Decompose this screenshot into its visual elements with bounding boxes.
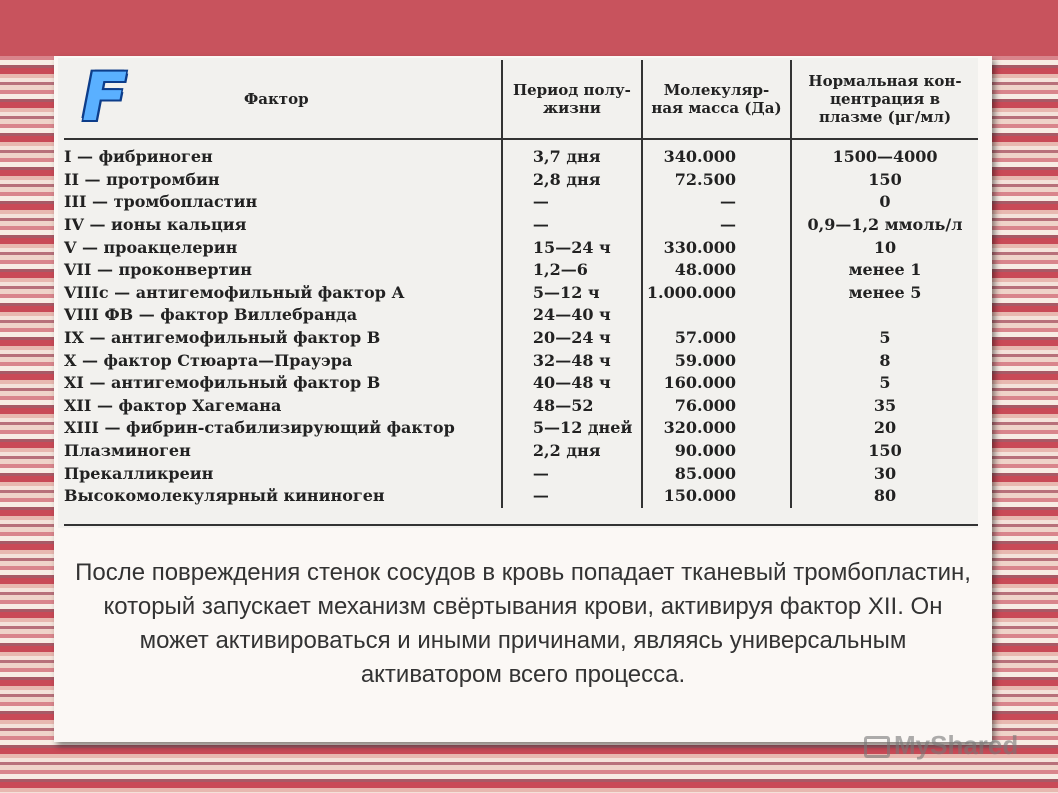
table-header-row (64, 60, 978, 139)
cell-normal-concentration: 0 (791, 191, 978, 214)
cell-molecular-mass: 85.000 (642, 462, 791, 485)
table-row (64, 372, 978, 395)
cell-half-life: 32—48 ч (502, 349, 642, 372)
cell-molecular-mass: 59.000 (642, 349, 791, 372)
table-row (64, 139, 978, 169)
cell-half-life: 2,8 дня (502, 169, 642, 192)
cell-half-life: 15—24 ч (502, 236, 642, 259)
table-row (64, 440, 978, 463)
cell-molecular-mass (642, 304, 791, 327)
table-row (64, 327, 978, 350)
presentation-icon (864, 736, 890, 758)
cell-molecular-mass: 57.000 (642, 327, 791, 350)
cell-factor-name: II — протромбин (64, 169, 220, 189)
header-half-life: Период полу- жизни (502, 60, 642, 139)
slide (54, 56, 992, 742)
table-area (58, 58, 978, 528)
cell-normal-concentration: 20 (791, 417, 978, 440)
cell-normal-concentration: 30 (791, 462, 978, 485)
cell-half-life: — (502, 214, 642, 237)
cell-factor-name: XIII — фибрин-стабилизирующий фактор (64, 418, 455, 438)
cell-half-life: 20—24 ч (502, 327, 642, 350)
cell-normal-concentration: 150 (791, 440, 978, 463)
cell-half-life: 24—40 ч (502, 304, 642, 327)
cell-factor-name: III — тромбопластин (64, 192, 258, 212)
table-bottom-rule (64, 524, 978, 526)
table-row (64, 282, 978, 305)
table-row (64, 259, 978, 282)
coagulation-factors-table (64, 60, 978, 508)
cell-factor-name: IX — антигемофильный фактор В (64, 328, 381, 348)
f-logo-icon: F (82, 59, 128, 136)
cell-factor-name: VIII ФВ — фактор Виллебранда (64, 305, 358, 325)
table-row (64, 395, 978, 418)
cell-half-life: 2,2 дня (502, 440, 642, 463)
cell-normal-concentration: 10 (791, 236, 978, 259)
table-row (64, 462, 978, 485)
cell-molecular-mass: 76.000 (642, 395, 791, 418)
cell-molecular-mass: — (642, 214, 791, 237)
table-row (64, 304, 978, 327)
cell-molecular-mass: 72.500 (642, 169, 791, 192)
header-normal-concentration: Нормальная кон- центрация в плазме (μг/мл) (791, 60, 978, 139)
cell-half-life: — (502, 485, 642, 508)
cell-factor-name: Прекалликреин (64, 463, 214, 483)
cell-normal-concentration: 150 (791, 169, 978, 192)
cell-normal-concentration: 5 (791, 327, 978, 350)
table-row (64, 191, 978, 214)
cell-half-life: — (502, 462, 642, 485)
cell-normal-concentration: 80 (791, 485, 978, 508)
table-row (64, 236, 978, 259)
cell-factor-name: V — проакцелерин (64, 237, 238, 257)
cell-normal-concentration: 0,9—1,2 ммоль/л (791, 214, 978, 237)
cell-half-life: — (502, 191, 642, 214)
cell-normal-concentration: 8 (791, 349, 978, 372)
cell-half-life: 48—52 (502, 395, 642, 418)
top-band (0, 0, 1058, 56)
watermark (864, 730, 1018, 761)
cell-normal-concentration (791, 304, 978, 327)
cell-normal-concentration: 1500—4000 (791, 139, 978, 169)
cell-molecular-mass: 330.000 (642, 236, 791, 259)
cell-molecular-mass: 1.000.000 (642, 282, 791, 305)
header-factor: Фактор (64, 60, 502, 139)
cell-factor-name: X — фактор Стюарта—Прауэра (64, 350, 353, 370)
cell-molecular-mass: 48.000 (642, 259, 791, 282)
cell-half-life: 3,7 дня (502, 139, 642, 169)
header-molecular-mass: Молекуляр- ная масса (Да) (642, 60, 791, 139)
cell-normal-concentration: 5 (791, 372, 978, 395)
cell-factor-name: XI — антигемофильный фактор В (64, 373, 381, 393)
cell-half-life: 5—12 дней (502, 417, 642, 440)
cell-factor-name: XII — фактор Хагемана (64, 395, 282, 415)
cell-molecular-mass: 160.000 (642, 372, 791, 395)
cell-molecular-mass: 340.000 (642, 139, 791, 169)
table-row (64, 417, 978, 440)
cell-molecular-mass: — (642, 191, 791, 214)
watermark-text: MyShared (894, 730, 1019, 760)
cell-factor-name: I — фибриноген (64, 147, 213, 167)
cell-normal-concentration: 35 (791, 395, 978, 418)
cell-half-life: 40—48 ч (502, 372, 642, 395)
cell-normal-concentration: менее 1 (791, 259, 978, 282)
cell-molecular-mass: 150.000 (642, 485, 791, 508)
caption-text: После повреждения стенок сосудов в кровь попадает тканевый тромбопластин, который запускает механизм свёртывания крови, активируя фактор XII. Он может активироваться и иными причинами, являясь универсальным активатором всего процесса. (75, 559, 971, 688)
table-row (64, 349, 978, 372)
cell-factor-name: Плазминоген (64, 441, 191, 461)
table-row (64, 169, 978, 192)
cell-molecular-mass: 90.000 (642, 440, 791, 463)
cell-factor-name: VIIIc — антигемофильный фактор А (64, 282, 405, 302)
table-row (64, 485, 978, 508)
cell-molecular-mass: 320.000 (642, 417, 791, 440)
cell-factor-name: VII — проконвертин (64, 260, 253, 280)
cell-normal-concentration: менее 5 (791, 282, 978, 305)
table-row (64, 214, 978, 237)
cell-factor-name: IV — ионы кальция (64, 215, 247, 235)
cell-factor-name: Высокомолекулярный кининоген (64, 486, 385, 506)
cell-half-life: 5—12 ч (502, 282, 642, 305)
cell-half-life: 1,2—6 (502, 259, 642, 282)
